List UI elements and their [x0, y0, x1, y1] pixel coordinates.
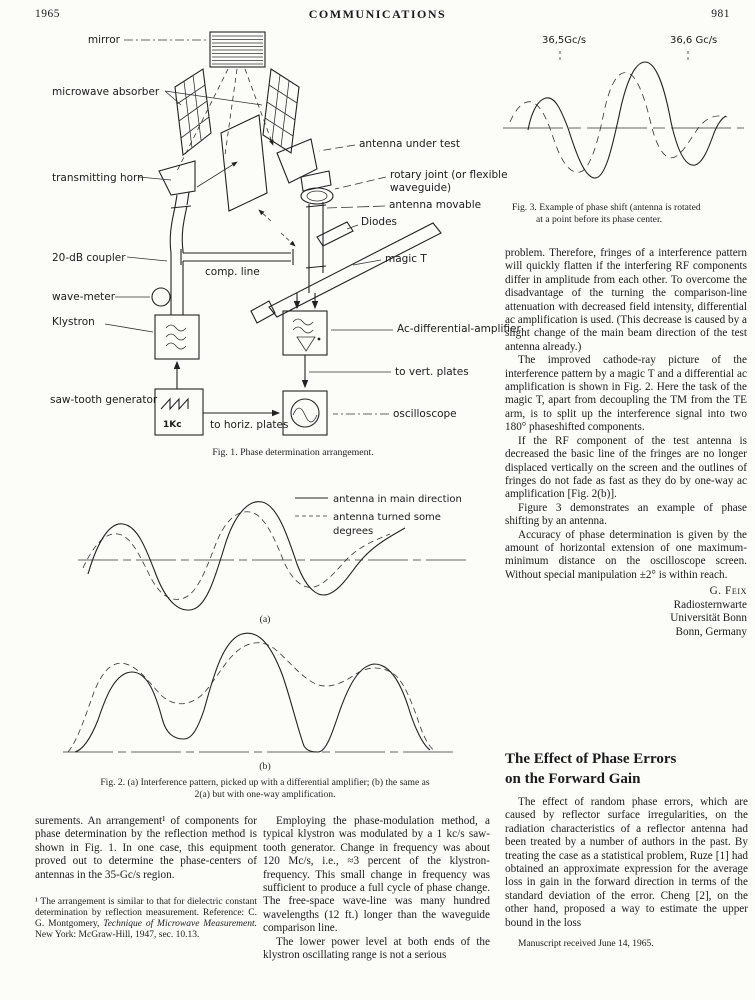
footnote-text: ¹ The arrangement is similar to that for dielectric constant determination by reflection measurement. Reference: C. G. Montgomery, [35, 897, 257, 930]
diodes-shape [317, 222, 353, 246]
sawtooth-freq-label: 1Kc [163, 420, 182, 430]
fig2-label-b: (b) [259, 761, 271, 772]
fig2-caption [55, 777, 475, 800]
legend-dashed-label-2: degrees [333, 526, 374, 537]
to-vert-plates-label: to vert. plates [395, 366, 469, 378]
author-affiliation-2: Universität Bonn [670, 612, 747, 625]
paragraph: Accuracy of phase determination is given by the amount of horizontal extension of one maximum-minimum distance on the oscilloscope screen. Without special manipulation ±2° is within reach. [505, 528, 747, 581]
test-panel [221, 115, 267, 211]
section-heading [505, 750, 748, 789]
oscilloscope-box [283, 391, 327, 435]
magic-t-shape [269, 223, 441, 317]
middle-column-text [263, 815, 490, 962]
rotary-joint-label-2: waveguide) [390, 182, 452, 194]
right-column-text [505, 247, 747, 640]
author-affiliation-1: Radiosternwarte [673, 598, 747, 611]
fig3-caption [512, 202, 748, 225]
figure-1-diagram [25, 25, 525, 475]
coupler-label: 20-dB coupler [52, 252, 126, 264]
legend-solid-label: antenna in main direction [333, 494, 462, 505]
header-journal-title: COMMUNICATIONS [308, 7, 447, 21]
antenna-under-test-label: antenna under test [359, 138, 461, 150]
fig3-freq-right: 36,6 Gc/s [670, 35, 718, 46]
microwave-absorber-label: microwave absorber [52, 86, 160, 98]
paragraph: The lower power level at both ends of the klystron oscillating range is not a serious [263, 935, 490, 962]
sawtooth-generator-label: saw-tooth generator [50, 394, 158, 406]
comp-line-label: comp. line [205, 266, 260, 278]
paragraph: The effect of random phase errors, which are caused by reflector surface irregularities, on the radiation characteristics of a reflector antenna had been treated by a number of authors in the past. By treating the case as a statistical problem, Ruze [1] had obtained an approximate expression for the average loss in gain in the forward direction in terms of the standard deviation of the error. Cheng [2], on the other hand, proposed a way to estimate the upper bound in the loss [505, 796, 748, 929]
rotary-joint-label-1: rotary joint (or flexible [390, 169, 508, 181]
fig2-label-a: (a) [259, 614, 271, 625]
next-article-section [505, 750, 748, 950]
footnote-text-end: New York: McGraw-Hill, 1947, sec. 10.13. [35, 930, 200, 941]
klystron-label: Klystron [52, 316, 95, 328]
figure-2-plot [50, 482, 490, 782]
absorber-left [175, 69, 211, 155]
transmitting-horn-shape [159, 161, 195, 195]
paragraph: problem. Therefore, fringes of a interference pattern will quickly flatten if the interfering RF components differ in amplitude from each other. To overcome the disadvantage of the turning the comparison-line attenuation with decreased field intensity, differential ac amplification is used. (This decrease is caused by a slight change of the main beam direction of the test antenna already.) [505, 247, 747, 353]
diodes-label: Diodes [361, 216, 398, 228]
paragraph: The improved cathode-ray picture of the interference pattern by a magic T and a differential ac amplification is shown in Fig. 2. Here the task of the magic T, apart from decoupling the TM from the TE arm, is to split up the interference signal into two 180° phaseshifted components. [505, 354, 747, 434]
header-year: 1965 [35, 8, 60, 20]
section-heading-line1: The Effect of Phase Errors [505, 751, 677, 767]
ac-diff-amp-label: Ac-differential-amplifier [397, 323, 521, 335]
author-affiliation-3: Bonn, Germany [675, 625, 747, 638]
section-heading-line2: on the Forward Gain [505, 770, 641, 787]
fig2-caption-line2: 2(a) but with one-way amplification. [194, 788, 336, 800]
wave-meter-shape [152, 288, 170, 306]
antenna-movable-label: antenna movable [389, 199, 482, 211]
mirror-label: mirror [87, 34, 120, 46]
figure-3-plot [498, 30, 750, 200]
paragraph: Employing the phase-modulation method, a typical klystron was modulated by a 1 kc/s saw-tooth generator. Change in frequency was about 120 Mc/s, i.e., ≈3 percent of the klystron-frequency. This small change in frequency was sufficient to produce a full cycle of phase change. The free-space wave-line was many hundred wavelengths (12 ft.) longer than the waveguide comparison line. [263, 815, 490, 935]
ac-diff-amp-box [283, 311, 327, 355]
transmitting-horn-label: transmitting horn [52, 172, 144, 184]
antenna-under-test-shape [277, 139, 317, 183]
paragraph: If the RF component of the test antenna is decreased the basic line of the fringes are no longer displaced vertically on the screen and the outlines of fringes do not fade as fast as they do by one-way ac amplification [Fig. 2(b)]. [505, 434, 747, 501]
fig1-caption: Fig. 1. Phase determination arrangement. [212, 447, 374, 458]
klystron-box [155, 315, 199, 359]
legend-dashed-label: antenna turned some [333, 512, 441, 523]
paragraph: surements. An arrangement¹ of components for phase determination by the reflection method is shown in Fig. 1. In one case, this equipment proved out to determine the phase-centers of antennas in the 35-Gc/s region. [35, 815, 257, 881]
to-horiz-plates-label: to horiz. plates [210, 419, 289, 431]
wave-meter-label: wave-meter [52, 291, 116, 303]
fig3-caption-line1: Fig. 3. Example of phase shift (antenna is rotated [512, 202, 701, 213]
author-signature [505, 585, 747, 639]
fig3-freq-left: 36,5Gc/s [542, 35, 587, 46]
fig2-caption-line1: Fig. 2. (a) Interference pattern, picked up with a differential amplifier; (b) the same as [100, 777, 430, 788]
left-column-text [35, 815, 257, 941]
author-name: G. Feix [709, 585, 747, 598]
manuscript-note: Manuscript received June 14, 1965. [518, 939, 654, 950]
header-page-number: 981 [711, 8, 730, 20]
paragraph: Figure 3 demonstrates an example of phase shifting by an antenna. [505, 501, 747, 528]
rotary-joint-shape [301, 188, 333, 204]
oscilloscope-label: oscilloscope [393, 408, 457, 420]
footnote-book-title: Technique of Microwave Measurement. [103, 919, 257, 930]
mirror-shape [210, 32, 265, 67]
magic-t-label: magic T [385, 253, 427, 265]
fig3-caption-line2: at a point before its phase center. [536, 213, 663, 225]
footnote [35, 897, 257, 941]
